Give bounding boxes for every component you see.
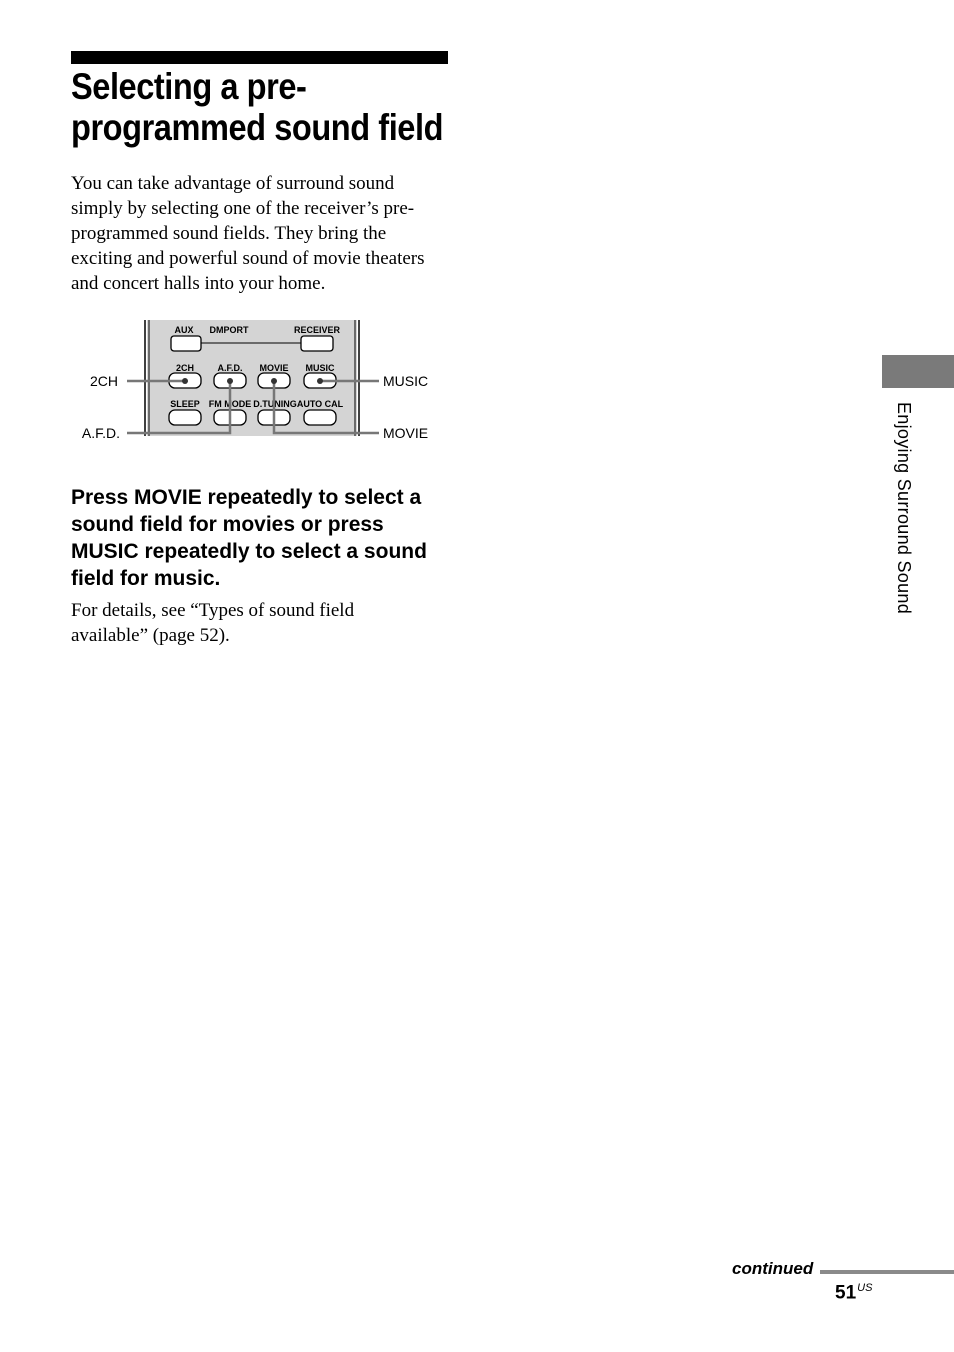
remote-control-figure bbox=[70, 316, 450, 444]
label-afd: A.F.D. bbox=[217, 363, 243, 373]
label-auto-cal: AUTO CAL bbox=[296, 399, 344, 409]
label-fm-mode: FM MODE bbox=[208, 399, 252, 409]
callout-dot-music bbox=[317, 378, 323, 384]
label-dmport: DMPORT bbox=[209, 325, 249, 335]
label-movie: MOVIE bbox=[259, 363, 289, 373]
details-line: For details, see “Types of sound field bbox=[71, 600, 355, 621]
step-heading-line: sound field for movies or press bbox=[71, 513, 384, 536]
callout-dot-2ch bbox=[182, 378, 188, 384]
chapter-tab-marker bbox=[882, 355, 954, 388]
callout-label-music: MUSIC bbox=[383, 373, 429, 389]
step-heading-line: field for music. bbox=[71, 567, 221, 590]
intro-line: programmed sound fields. They bring the bbox=[71, 223, 387, 244]
button-auto-cal[interactable] bbox=[304, 410, 336, 425]
step-heading bbox=[71, 484, 471, 592]
continued-label: continued bbox=[732, 1259, 814, 1278]
page-number-value: 51 bbox=[835, 1282, 857, 1304]
page-title bbox=[71, 66, 444, 148]
intro-line: exciting and powerful sound of movie theaters bbox=[71, 248, 425, 269]
callout-dot-movie bbox=[271, 378, 277, 384]
label-2ch: 2CH bbox=[175, 363, 195, 373]
label-aux: AUX bbox=[174, 325, 194, 335]
title-line-1: Selecting a pre- bbox=[71, 66, 307, 107]
button-aux[interactable] bbox=[171, 336, 201, 351]
intro-line: You can take advantage of surround sound bbox=[71, 173, 395, 194]
intro-line: simply by selecting one of the receiver’s pre- bbox=[71, 198, 415, 219]
callout-label-movie: MOVIE bbox=[383, 425, 429, 441]
step-heading-line: Press MOVIE repeatedly to select a bbox=[71, 486, 422, 509]
label-music: MUSIC bbox=[305, 363, 335, 373]
button-sleep[interactable] bbox=[169, 410, 201, 425]
callout-dot-afd bbox=[227, 378, 233, 384]
remote-control-illustration bbox=[70, 316, 450, 444]
page-number bbox=[835, 1282, 872, 1304]
title-rule bbox=[71, 51, 448, 64]
chapter-side-label: Enjoying Surround Sound bbox=[894, 402, 914, 615]
callout-label-afd: A.F.D. bbox=[81, 425, 120, 441]
label-sleep: SLEEP bbox=[170, 399, 200, 409]
intro-line: and concert halls into your home. bbox=[71, 273, 326, 294]
callout-label-2ch: 2CH bbox=[89, 373, 118, 389]
label-d-tuning: D.TUNING bbox=[253, 399, 297, 409]
button-receiver[interactable] bbox=[301, 336, 333, 351]
intro-paragraph bbox=[71, 171, 451, 296]
details-line: available” (page 52). bbox=[71, 625, 230, 646]
step-heading-line: MUSIC repeatedly to select a sound bbox=[71, 540, 427, 563]
label-receiver: RECEIVER bbox=[293, 325, 341, 335]
page-number-suffix: US bbox=[857, 1282, 873, 1294]
continued-rule bbox=[820, 1270, 954, 1274]
title-line-2: programmed sound field bbox=[71, 107, 444, 148]
step-details bbox=[71, 598, 451, 648]
